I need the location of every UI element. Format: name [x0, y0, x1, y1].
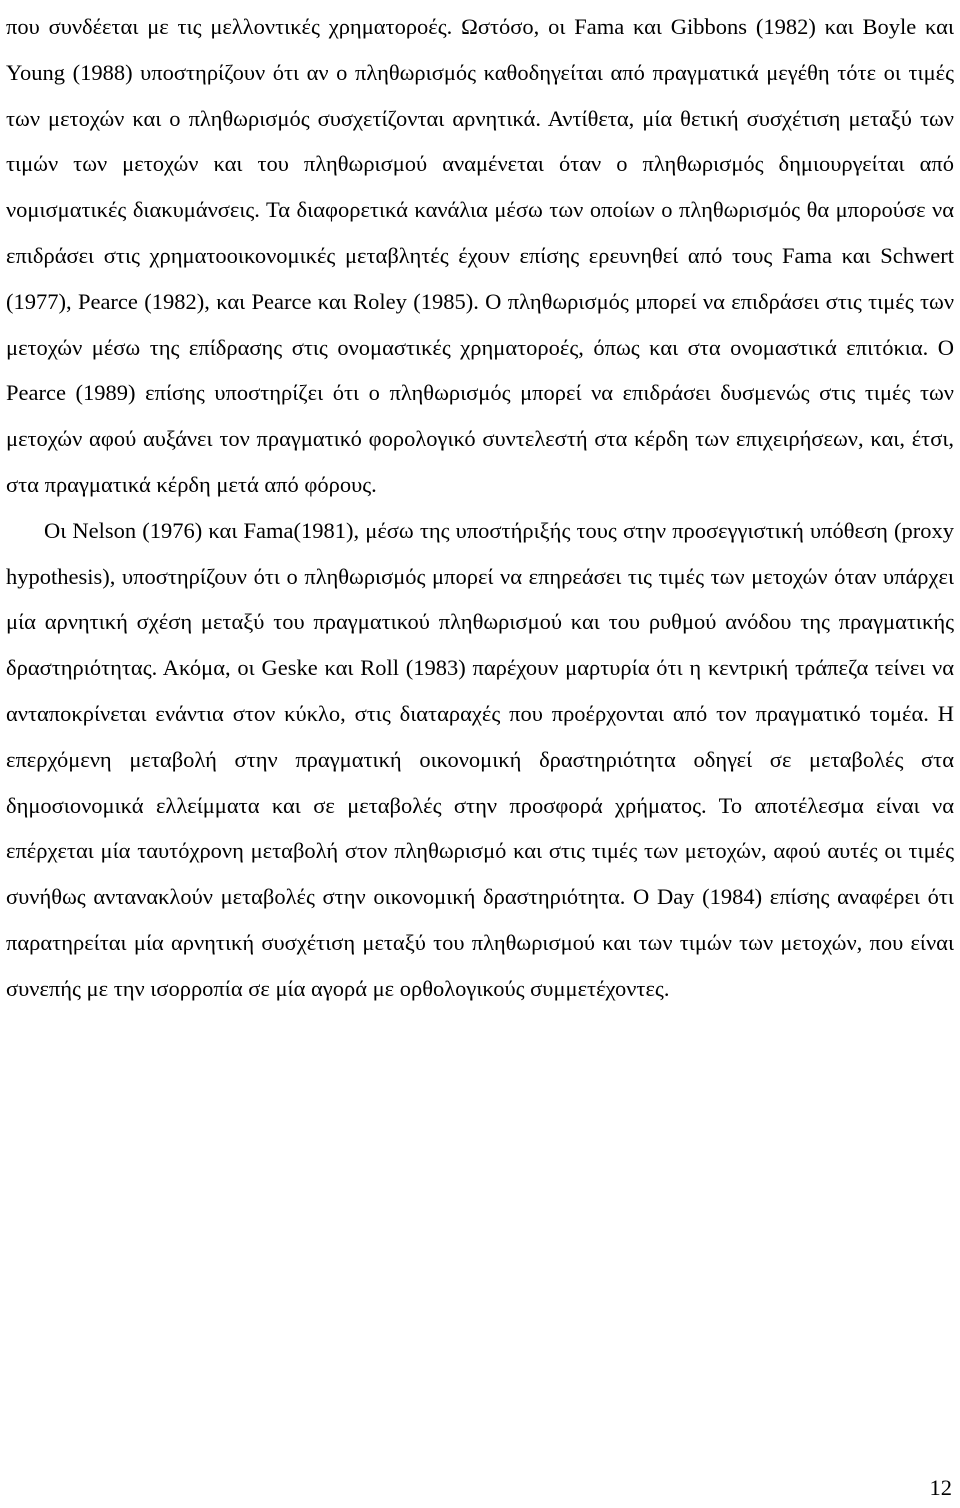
body-text [6, 4, 954, 1012]
page-number: 12 [929, 1475, 952, 1500]
paragraph-proxy-hypothesis: Οι Nelson (1976) και Fama(1981), μέσω της υποστήριξής τους στην προσεγγιστική υπόθεση (proxy hypothesis), υποστηρίζουν ότι ο πληθωρισμός μπορεί να επηρεάσει τις τιμές των μετοχών όταν υπάρχει μία αρνητική σχέση μεταξύ του πραγματικού πληθωρισμού και του ρυθμού ανόδου της πραγματικής δραστηριότητας. Ακόμα, οι Geske και Roll (1983) παρέχουν μαρτυρία ότι η κεντρική τράπεζα τείνει να ανταποκρίνεται ενάντια στον κύκλο, στις διαταραχές που προέρχονται από τον πραγματικό τομέα. Η επερχόμενη μεταβολή στην πραγματική οικονομική δραστηριότητα οδηγεί σε μεταβολές στα δημοσιονομικά ελλείμματα και σε μεταβολές στην προσφορά χρήματος. Το αποτέλεσμα είναι να επέρχεται μία ταυτόχρονη μεταβολή στον πληθωρισμό και στις τιμές των μετοχών, αφού αυτές οι τιμές συνήθως αντανακλούν μεταβολές στην οικονομική δραστηριότητα. Ο Day (1984) επίσης αναφέρει ότι παρατηρείται μία αρνητική συσχέτιση μεταξύ του πληθωρισμού και των τιμών των μετοχών, που είναι συνεπής με την ισορροπία σε μία αγορά με ορθολογικούς συμμετέχοντες. [6, 517, 954, 1001]
paragraph-continuation: που συνδέεται με τις μελλοντικές χρηματοροές. Ωστόσο, οι Fama και Gibbons (1982) και Boyle και Young (1988) υποστηρίζουν ότι αν ο πληθωρισμός καθοδηγείται από πραγματικά μεγέθη τότε οι τιμές των μετοχών και ο πληθωρισμός συσχετίζονται αρνητικά. Αντίθετα, μία θετική συσχέτιση μεταξύ των τιμών των μετοχών και του πληθωρισμού αναμένεται όταν ο πληθωρισμός δημιουργείται από νομισματικές διακυμάνσεις. Τα διαφορετικά κανάλια μέσω των οποίων ο πληθωρισμός θα μπορούσε να επιδράσει στις χρηματοοικονομικές μεταβλητές έχουν επίσης ερευνηθεί από τους Fama και Schwert (1977), Pearce (1982), και Pearce και Roley (1985). Ο πληθωρισμός μπορεί να επιδράσει στις τιμές των μετοχών μέσω της επίδρασης στις ονομαστικές χρηματοροές, όπως και στα ονομαστικά επιτόκια. Ο Pearce (1989) επίσης υποστηρίζει ότι ο πληθωρισμός μπορεί να επιδράσει δυσμενώς στις τιμές των μετοχών αφού αυξάνει τον πραγματικό φορολογικό συντελεστή στα κέρδη των επιχειρήσεων, και, έτσι, στα πραγματικά κέρδη μετά από φόρους. [6, 14, 954, 497]
